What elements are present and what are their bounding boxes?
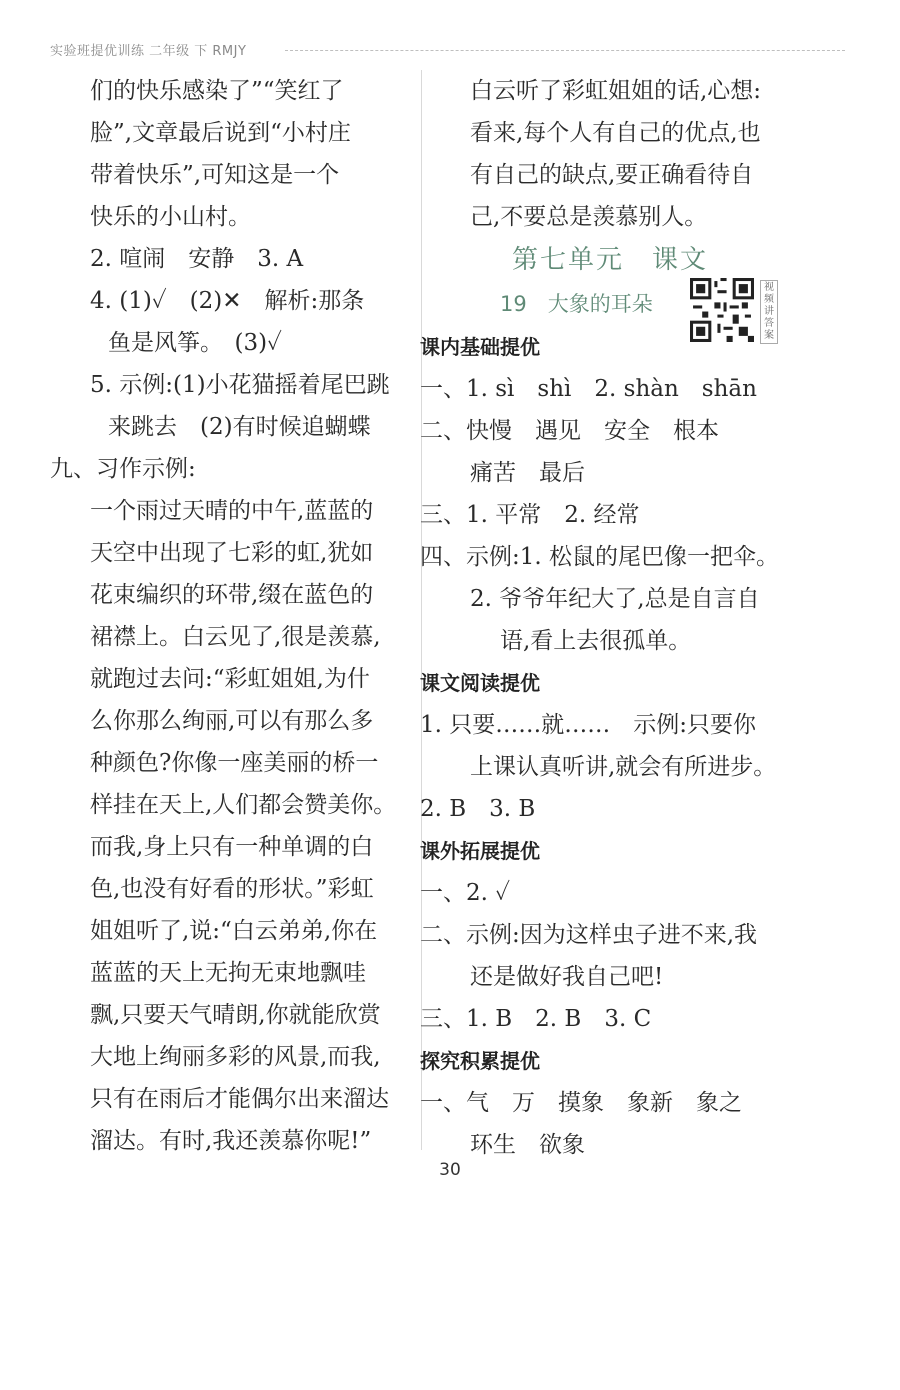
- section-heading: 课文阅读提优: [420, 671, 540, 695]
- text-line: 脸”,文章最后说到“小村庄: [90, 120, 351, 146]
- section-heading: 探究积累提优: [420, 1049, 540, 1073]
- unit-title: 第七单元 课文: [511, 245, 708, 275]
- essay-line: 蓝蓝的天上无拘无束地飘哇: [90, 960, 366, 986]
- page-number: 30: [439, 1160, 461, 1180]
- section-heading: 课内基础提优: [420, 335, 540, 359]
- answer-line: 四、示例:1. 松鼠的尾巴像一把伞。: [420, 544, 780, 570]
- qr-code-icon[interactable]: [690, 278, 754, 342]
- answer-line: 一、1. sì shì 2. shàn shān: [420, 376, 757, 402]
- essay-line: 裙襟上。白云见了,很是羡慕,: [90, 624, 381, 650]
- essay-line: 么你那么绚丽,可以有那么多: [90, 708, 374, 734]
- essay-line: 种颜色?你像一座美丽的桥一: [90, 750, 379, 776]
- answer-line: 语,看上去很孤单。: [500, 628, 692, 654]
- essay-line: 看来,每个人有自己的优点,也: [470, 120, 761, 146]
- essay-line: 就跑过去问:“彩虹姐姐,为什: [90, 666, 370, 692]
- text-line: 们的快乐感染了”“笑红了: [90, 78, 344, 104]
- essay-line: 一个雨过天晴的中午,蓝蓝的: [90, 498, 374, 524]
- answer-line: 还是做好我自己吧!: [470, 964, 664, 990]
- lesson-title-text: 19 大象的耳朵: [500, 292, 653, 316]
- answer-line: 5. 示例:(1)小花猫摇着尾巴跳: [90, 372, 390, 398]
- answer-line: 4. (1)✓ (2)✕ 解析:那条: [90, 288, 365, 314]
- essay-line: 有自己的缺点,要正确看待自: [470, 162, 754, 188]
- answer-line: 1. 只要……就…… 示例:只要你: [420, 712, 757, 738]
- header-rule: [285, 50, 845, 51]
- essay-line: 溜达。有时,我还羡慕你呢!”: [90, 1128, 372, 1154]
- answer-line: 鱼是风筝。 (3)✓: [108, 330, 282, 356]
- essay-line: 样挂在天上,人们都会赞美你。: [90, 792, 397, 818]
- section-heading: 课外拓展提优: [420, 839, 540, 863]
- left-column: [50, 70, 410, 1162]
- text-line: 带着快乐”,可知这是一个: [90, 162, 340, 188]
- answer-line: 二、示例:因为这样虫子进不来,我: [420, 922, 758, 948]
- essay-line: 白云听了彩虹姐姐的话,心想:: [470, 78, 762, 104]
- text-line: 快乐的小山村。: [90, 204, 251, 230]
- essay-heading: 九、习作示例:: [50, 456, 196, 482]
- qr-label: 视频讲答案: [760, 280, 778, 344]
- essay-line: 飘,只要天气晴朗,你就能欣赏: [90, 1002, 381, 1028]
- right-column: [420, 70, 800, 1166]
- essay-line: 色,也没有好看的形状。”彩虹: [90, 876, 374, 902]
- answer-line: 二、快慢 遇见 安全 根本: [420, 418, 719, 444]
- answer-line: 2. 喧闹 安静 3. A: [90, 246, 304, 272]
- answer-line: 一、2. ✓: [420, 880, 511, 906]
- answer-line: 来跳去 (2)有时候追蝴蝶: [108, 414, 371, 440]
- answer-line: 2. 爷爷年纪大了,总是自言自: [470, 586, 760, 612]
- essay-line: 大地上绚丽多彩的风景,而我,: [90, 1044, 381, 1070]
- answer-line: 三、1. B 2. B 3. C: [420, 1006, 652, 1032]
- answer-line: 痛苦 最后: [470, 460, 585, 486]
- essay-line: 姐姐听了,说:“白云弟弟,你在: [90, 918, 378, 944]
- answer-line: 2. B 3. B: [420, 796, 536, 822]
- essay-line: 天空中出现了七彩的虹,犹如: [90, 540, 374, 566]
- essay-line: 花束编织的环带,缀在蓝色的: [90, 582, 374, 608]
- essay-line: 只有在雨后才能偶尔出来溜达: [90, 1086, 389, 1112]
- lesson-title: [420, 282, 800, 341]
- essay-line: 己,不要总是羡慕别人。: [470, 204, 708, 230]
- running-header: 实验班提优训练 二年级 下 RMJY: [50, 44, 247, 59]
- answer-line: 上课认真听讲,就会有所进步。: [470, 754, 777, 780]
- answer-line: 一、气 万 摸象 象新 象之: [420, 1090, 742, 1116]
- answer-line: 环生 欲象: [470, 1132, 585, 1158]
- answer-line: 三、1. 平常 2. 经常: [420, 502, 640, 528]
- essay-line: 而我,身上只有一种单调的白: [90, 834, 374, 860]
